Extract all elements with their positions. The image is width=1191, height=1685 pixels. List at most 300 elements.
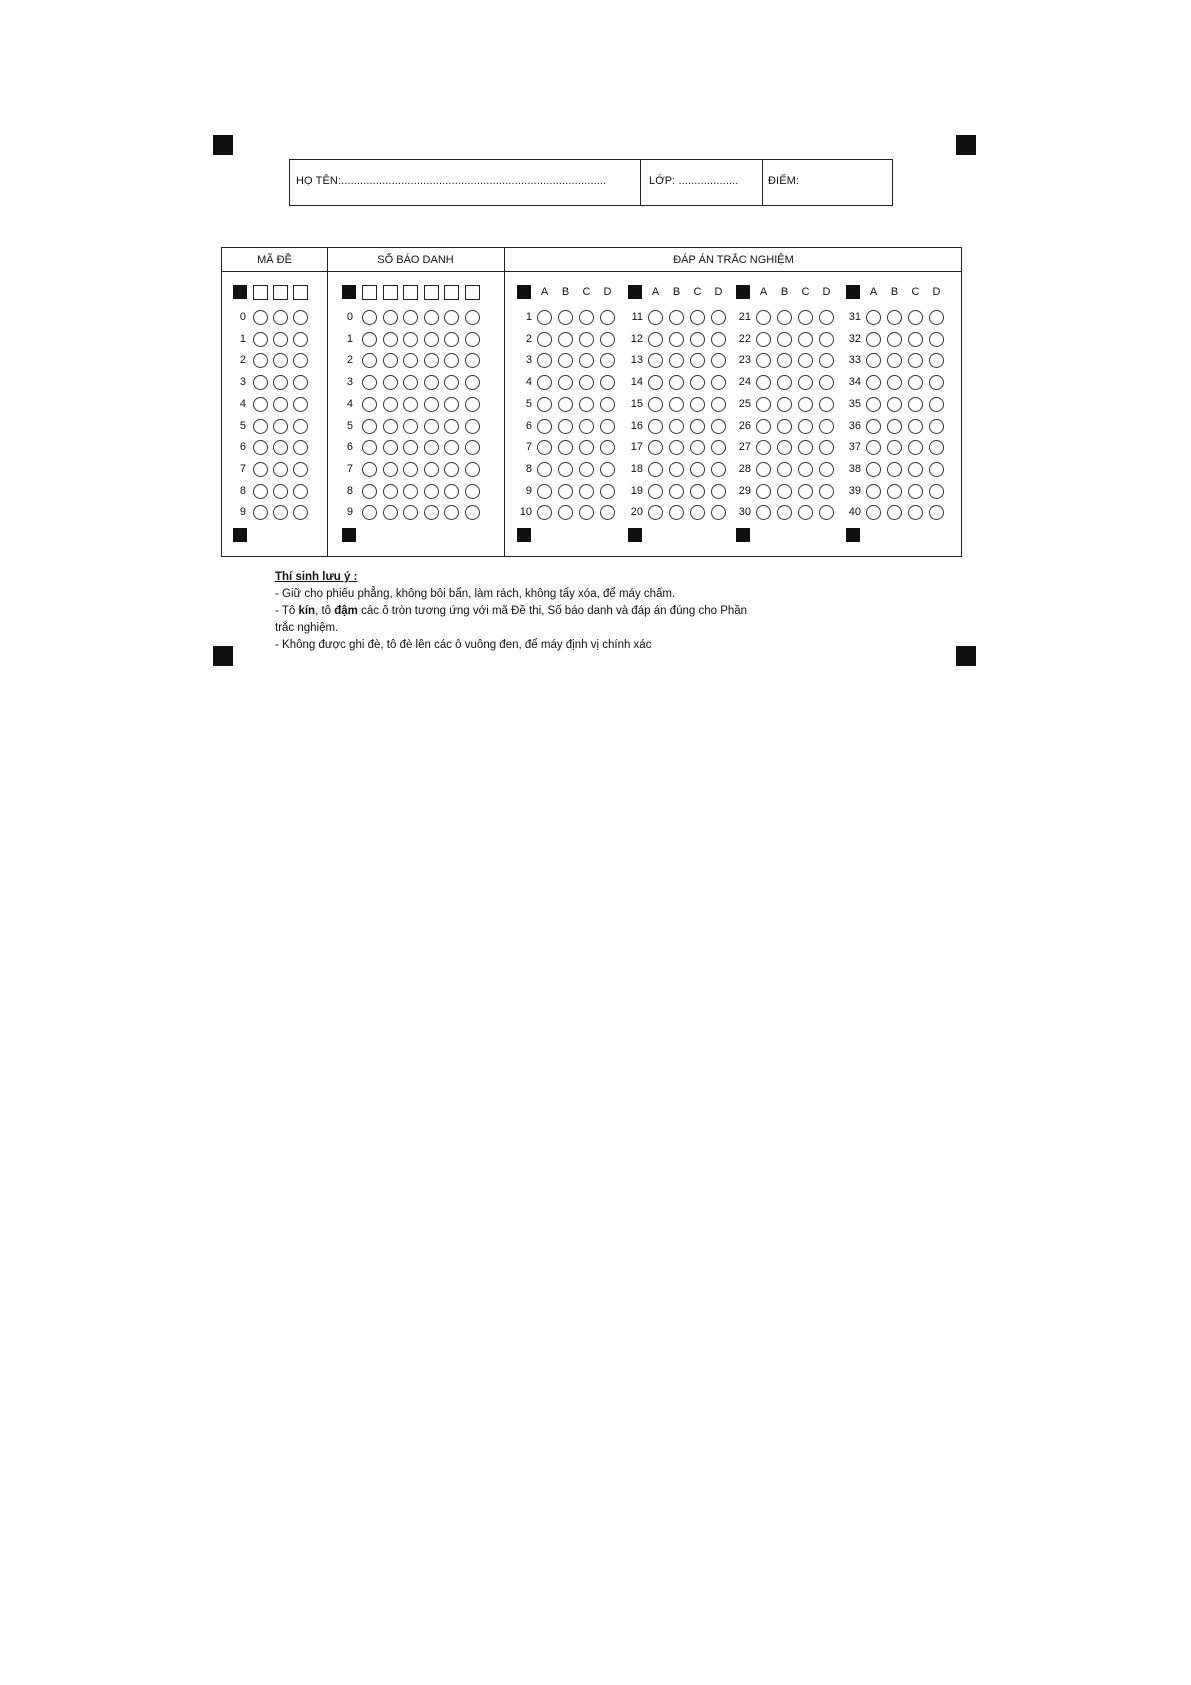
exam-code-bubble[interactable] — [253, 419, 268, 434]
answer-bubble[interactable] — [756, 375, 771, 390]
question-number: 33 — [848, 354, 861, 367]
answer-bubble[interactable] — [908, 397, 923, 412]
answer-bubble[interactable] — [887, 484, 902, 499]
answer-bubble[interactable] — [798, 332, 813, 347]
question-number: 12 — [630, 332, 643, 345]
answer-bubble[interactable] — [711, 484, 726, 499]
answer-block-bottom-mark — [846, 528, 860, 542]
student-id-title: SỐ BÁO DANH — [377, 254, 454, 266]
exam-code-digit-label: 7 — [239, 462, 246, 475]
notes-title: Thí sinh lưu ý : — [275, 571, 358, 583]
answer-column-letter: A — [759, 286, 768, 298]
answer-bubble[interactable] — [756, 484, 771, 499]
student-id-bubble[interactable] — [383, 375, 398, 390]
question-number: 35 — [848, 397, 861, 410]
exam-code-digit-label: 3 — [239, 376, 246, 389]
student-id-bubble[interactable] — [465, 310, 480, 325]
answer-bubble[interactable] — [908, 462, 923, 477]
answer-bubble[interactable] — [648, 462, 663, 477]
student-id-bubble[interactable] — [362, 332, 377, 347]
answer-bubble[interactable] — [690, 375, 705, 390]
answer-bubble[interactable] — [756, 397, 771, 412]
exam-code-bubble[interactable] — [253, 462, 268, 477]
student-id-digit-label: 1 — [346, 332, 353, 345]
student-id-bubble[interactable] — [383, 310, 398, 325]
exam-code-bottom-mark — [233, 528, 247, 542]
answer-block-bottom-mark — [736, 528, 750, 542]
student-id-bubble[interactable] — [383, 397, 398, 412]
student-id-bubble[interactable] — [383, 353, 398, 368]
question-number: 4 — [525, 376, 532, 389]
student-id-digit-label: 5 — [346, 419, 353, 432]
question-number: 40 — [848, 506, 861, 519]
answer-bubble[interactable] — [600, 462, 615, 477]
answer-bubble[interactable] — [756, 332, 771, 347]
student-id-entry-box[interactable] — [424, 285, 439, 300]
question-number: 24 — [738, 376, 751, 389]
exam-code-entry-box[interactable] — [293, 285, 308, 300]
student-id-bubble[interactable] — [465, 484, 480, 499]
answer-bubble[interactable] — [711, 419, 726, 434]
answer-bubble[interactable] — [669, 419, 684, 434]
student-id-bubble[interactable] — [424, 505, 439, 520]
exam-code-entry-box[interactable] — [253, 285, 268, 300]
answer-bubble[interactable] — [537, 484, 552, 499]
student-id-bubble[interactable] — [383, 484, 398, 499]
answer-bubble[interactable] — [690, 462, 705, 477]
answer-bubble[interactable] — [669, 375, 684, 390]
question-number: 39 — [848, 484, 861, 497]
question-number: 13 — [630, 354, 643, 367]
exam-code-top-mark — [233, 285, 247, 299]
answer-bubble[interactable] — [866, 484, 881, 499]
answer-bubble[interactable] — [579, 375, 594, 390]
exam-code-digit-label: 0 — [239, 311, 246, 323]
exam-code-bubble[interactable] — [293, 397, 308, 412]
answer-bubble[interactable] — [600, 332, 615, 347]
answer-bubble[interactable] — [579, 310, 594, 325]
note-line-1: - Giữ cho phiếu phẳng, không bôi bẩn, làm rách, không tẩy xóa, để máy chấm. — [275, 588, 676, 600]
answer-bubble[interactable] — [887, 332, 902, 347]
answer-bubble[interactable] — [819, 375, 834, 390]
question-number: 38 — [848, 462, 861, 475]
class-dots: ................... — [678, 175, 739, 187]
student-id-bubble[interactable] — [383, 505, 398, 520]
answer-bubble[interactable] — [648, 419, 663, 434]
answer-bubble[interactable] — [866, 462, 881, 477]
answer-bubble[interactable] — [777, 332, 792, 347]
answer-bubble[interactable] — [648, 484, 663, 499]
question-number: 29 — [738, 484, 751, 497]
student-id-bubble[interactable] — [424, 419, 439, 434]
exam-code-title: MÃ ĐỀ — [257, 254, 292, 266]
student-id-bubble[interactable] — [444, 332, 459, 347]
student-id-bubble[interactable] — [424, 353, 439, 368]
exam-code-bubble[interactable] — [253, 310, 268, 325]
exam-code-bubble[interactable] — [273, 419, 288, 434]
exam-code-bubble[interactable] — [253, 397, 268, 412]
student-id-bubble[interactable] — [444, 462, 459, 477]
exam-code-bubble[interactable] — [273, 397, 288, 412]
question-number: 5 — [525, 397, 532, 410]
student-id-entry-box[interactable] — [444, 285, 459, 300]
answer-bubble[interactable] — [756, 419, 771, 434]
answer-bubble[interactable] — [908, 484, 923, 499]
student-id-bubble[interactable] — [465, 375, 480, 390]
answer-bubble[interactable] — [887, 397, 902, 412]
answer-column-letter: C — [911, 286, 920, 298]
answer-bubble[interactable] — [558, 484, 573, 499]
question-number: 10 — [519, 506, 532, 519]
answer-bubble[interactable] — [798, 375, 813, 390]
answer-bubble[interactable] — [690, 484, 705, 499]
answer-column-letter: A — [540, 286, 549, 298]
answer-block-top-mark — [628, 285, 642, 299]
score-label: ĐIỂM: — [768, 175, 800, 187]
answer-bubble[interactable] — [887, 375, 902, 390]
answer-bubble[interactable] — [866, 419, 881, 434]
answer-bubble[interactable] — [579, 332, 594, 347]
question-number: 21 — [738, 311, 751, 323]
question-number: 7 — [525, 441, 532, 454]
class-field[interactable] — [649, 175, 738, 187]
exam-code-bubble[interactable] — [253, 332, 268, 347]
student-id-bubble[interactable] — [424, 462, 439, 477]
answer-bubble[interactable] — [711, 310, 726, 325]
answer-column-letter: D — [932, 286, 941, 298]
answer-bubble[interactable] — [929, 375, 944, 390]
student-id-bubble[interactable] — [362, 397, 377, 412]
question-number: 30 — [738, 506, 751, 519]
answer-bubble[interactable] — [690, 419, 705, 434]
note-line-3: trắc nghiệm. — [275, 622, 339, 634]
exam-code-bubble[interactable] — [293, 419, 308, 434]
answer-bubble[interactable] — [558, 332, 573, 347]
student-id-bubble[interactable] — [383, 419, 398, 434]
exam-code-bubble[interactable] — [253, 375, 268, 390]
answer-bubble[interactable] — [648, 310, 663, 325]
answer-bubble[interactable] — [600, 484, 615, 499]
answer-bubble[interactable] — [887, 419, 902, 434]
exam-code-digit-label: 9 — [239, 506, 246, 519]
exam-code-digit-label: 5 — [239, 419, 246, 432]
name-label: HỌ TÊN: — [296, 175, 342, 187]
answer-bubble[interactable] — [798, 397, 813, 412]
answer-bubble[interactable] — [798, 310, 813, 325]
answer-bubble[interactable] — [929, 462, 944, 477]
answer-bubble[interactable] — [929, 419, 944, 434]
answer-bubble[interactable] — [798, 462, 813, 477]
answer-column-letter: C — [582, 286, 591, 298]
student-id-bubble[interactable] — [444, 484, 459, 499]
student-id-digit-label: 8 — [346, 484, 353, 497]
student-id-bubble[interactable] — [444, 375, 459, 390]
answer-bubble[interactable] — [777, 397, 792, 412]
student-id-bubble[interactable] — [444, 397, 459, 412]
answer-bubble[interactable] — [600, 397, 615, 412]
exam-code-bubble[interactable] — [273, 375, 288, 390]
student-id-bubble[interactable] — [424, 310, 439, 325]
question-number: 6 — [525, 419, 532, 432]
exam-code-bubble[interactable] — [293, 310, 308, 325]
exam-code-bubble[interactable] — [293, 484, 308, 499]
question-number: 18 — [630, 462, 643, 475]
answers-title: ĐÁP ÁN TRẮC NGHIỆM — [673, 254, 794, 266]
student-id-bubble[interactable] — [403, 462, 418, 477]
student-id-bubble[interactable] — [424, 332, 439, 347]
student-id-bubble[interactable] — [403, 419, 418, 434]
answer-bubble[interactable] — [908, 419, 923, 434]
student-id-bubble[interactable] — [465, 505, 480, 520]
answer-bubble[interactable] — [798, 484, 813, 499]
answer-column-letter: C — [801, 286, 810, 298]
student-id-top-mark — [342, 285, 356, 299]
answer-bubble[interactable] — [690, 397, 705, 412]
answer-column-letter: B — [890, 286, 899, 298]
answer-bubble[interactable] — [537, 332, 552, 347]
answer-bubble[interactable] — [648, 375, 663, 390]
question-number: 3 — [525, 354, 532, 367]
answer-block-bottom-mark — [517, 528, 531, 542]
exam-code-digit-label: 4 — [239, 397, 246, 410]
student-id-bottom-mark — [342, 528, 356, 542]
answer-bubble[interactable] — [819, 310, 834, 325]
student-id-bubble[interactable] — [383, 440, 398, 455]
answer-bubble[interactable] — [887, 462, 902, 477]
corner-mark-top-left — [213, 135, 233, 155]
answer-bubble[interactable] — [777, 419, 792, 434]
answer-bubble[interactable] — [558, 397, 573, 412]
answer-bubble[interactable] — [648, 332, 663, 347]
answer-block-top-mark — [846, 285, 860, 299]
answer-bubble[interactable] — [819, 419, 834, 434]
section-divider-1 — [327, 248, 328, 556]
answer-bubble[interactable] — [537, 419, 552, 434]
question-number: 20 — [630, 506, 643, 519]
exam-code-bubble[interactable] — [273, 332, 288, 347]
answer-bubble[interactable] — [579, 484, 594, 499]
answer-bubble[interactable] — [537, 375, 552, 390]
question-number: 11 — [631, 311, 643, 323]
candidate-notes — [275, 569, 747, 654]
answer-bubble[interactable] — [600, 310, 615, 325]
answer-block-bottom-mark — [628, 528, 642, 542]
student-id-bubble[interactable] — [403, 397, 418, 412]
student-id-bubble[interactable] — [465, 440, 480, 455]
student-id-bubble[interactable] — [403, 375, 418, 390]
class-label: LỚP: — [649, 175, 676, 187]
exam-code-digit-label: 1 — [239, 332, 246, 345]
answer-bubble[interactable] — [908, 375, 923, 390]
answer-bubble[interactable] — [777, 375, 792, 390]
answer-bubble[interactable] — [711, 397, 726, 412]
answer-bubble[interactable] — [908, 310, 923, 325]
student-id-bubble[interactable] — [465, 332, 480, 347]
question-number: 23 — [738, 354, 751, 367]
answer-bubble[interactable] — [711, 332, 726, 347]
student-id-bubble[interactable] — [424, 484, 439, 499]
answer-bubble[interactable] — [866, 397, 881, 412]
question-number: 19 — [630, 484, 643, 497]
exam-code-bubble[interactable] — [273, 462, 288, 477]
answer-column-letter: D — [822, 286, 831, 298]
question-number: 22 — [738, 332, 751, 345]
question-number: 27 — [738, 441, 751, 454]
question-number: 15 — [630, 397, 643, 410]
answer-bubble[interactable] — [819, 484, 834, 499]
student-id-bubble[interactable] — [444, 310, 459, 325]
question-number: 17 — [630, 441, 643, 454]
answer-bubble[interactable] — [600, 375, 615, 390]
student-id-bubble[interactable] — [362, 484, 377, 499]
exam-code-entry-box[interactable] — [273, 285, 288, 300]
answer-column-letter: B — [780, 286, 789, 298]
score-field — [768, 175, 799, 187]
exam-code-digit-label: 8 — [239, 484, 246, 497]
student-id-digit-label: 7 — [346, 462, 353, 475]
answer-bubble[interactable] — [798, 419, 813, 434]
student-id-entry-box[interactable] — [383, 285, 398, 300]
answer-bubble[interactable] — [819, 397, 834, 412]
answer-block-top-mark — [736, 285, 750, 299]
question-number: 31 — [848, 311, 861, 323]
answer-bubble[interactable] — [866, 375, 881, 390]
student-id-digit-label: 6 — [346, 441, 353, 454]
answer-bubble[interactable] — [579, 462, 594, 477]
answer-bubble[interactable] — [819, 462, 834, 477]
student-id-entry-box[interactable] — [403, 285, 418, 300]
header-divider — [222, 271, 961, 272]
answer-column-letter: B — [561, 286, 570, 298]
student-id-bubble[interactable] — [362, 462, 377, 477]
answer-bubble[interactable] — [690, 332, 705, 347]
student-id-bubble[interactable] — [362, 375, 377, 390]
student-id-digit-label: 0 — [346, 311, 353, 323]
answer-bubble[interactable] — [669, 397, 684, 412]
answer-bubble[interactable] — [669, 310, 684, 325]
answer-bubble[interactable] — [669, 332, 684, 347]
exam-code-digit-label: 2 — [239, 354, 246, 367]
answer-bubble[interactable] — [756, 310, 771, 325]
answer-bubble[interactable] — [819, 332, 834, 347]
answer-bubble[interactable] — [711, 462, 726, 477]
question-number: 28 — [738, 462, 751, 475]
answer-column-letter: D — [714, 286, 723, 298]
answer-bubble[interactable] — [929, 397, 944, 412]
answer-bubble[interactable] — [929, 310, 944, 325]
answer-bubble[interactable] — [777, 484, 792, 499]
exam-code-bubble[interactable] — [293, 375, 308, 390]
student-id-bubble[interactable] — [383, 462, 398, 477]
corner-mark-bottom-left — [213, 646, 233, 666]
answer-bubble[interactable] — [929, 484, 944, 499]
student-id-digit-label: 3 — [346, 376, 353, 389]
answer-bubble[interactable] — [777, 310, 792, 325]
student-id-bubble[interactable] — [424, 440, 439, 455]
question-number: 25 — [738, 397, 751, 410]
corner-mark-top-right — [956, 135, 976, 155]
answer-bubble[interactable] — [777, 462, 792, 477]
student-id-bubble[interactable] — [403, 332, 418, 347]
answer-bubble[interactable] — [887, 310, 902, 325]
answer-bubble[interactable] — [648, 397, 663, 412]
answer-bubble[interactable] — [866, 332, 881, 347]
answer-bubble[interactable] — [558, 462, 573, 477]
answer-bubble[interactable] — [866, 310, 881, 325]
student-id-bubble[interactable] — [362, 310, 377, 325]
student-info-box — [289, 159, 893, 206]
exam-code-bubble[interactable] — [273, 484, 288, 499]
answer-bubble[interactable] — [537, 462, 552, 477]
student-id-bubble[interactable] — [465, 397, 480, 412]
answer-bubble[interactable] — [669, 462, 684, 477]
answer-bubble[interactable] — [929, 332, 944, 347]
student-id-bubble[interactable] — [383, 332, 398, 347]
student-id-bubble[interactable] — [424, 397, 439, 412]
student-id-entry-box[interactable] — [465, 285, 480, 300]
question-number: 34 — [848, 376, 861, 389]
answer-bubble[interactable] — [756, 462, 771, 477]
info-divider-1 — [640, 160, 641, 205]
answer-column-letter: D — [603, 286, 612, 298]
exam-code-bubble[interactable] — [253, 484, 268, 499]
question-number: 9 — [525, 484, 532, 497]
section-divider-2 — [504, 248, 505, 556]
answer-bubble[interactable] — [579, 419, 594, 434]
answer-bubble[interactable] — [558, 419, 573, 434]
exam-code-bubble[interactable] — [293, 332, 308, 347]
student-id-bubble[interactable] — [403, 310, 418, 325]
student-id-entry-box[interactable] — [362, 285, 377, 300]
student-id-digit-label: 9 — [346, 506, 353, 519]
question-number: 2 — [525, 332, 532, 345]
answer-bubble[interactable] — [558, 310, 573, 325]
answer-bubble[interactable] — [908, 332, 923, 347]
answer-bubble[interactable] — [537, 397, 552, 412]
question-number: 16 — [630, 419, 643, 432]
question-number: 36 — [848, 419, 861, 432]
answer-bubble[interactable] — [669, 484, 684, 499]
answer-bubble[interactable] — [690, 310, 705, 325]
answer-bubble[interactable] — [600, 419, 615, 434]
name-field[interactable] — [296, 175, 606, 187]
student-id-bubble[interactable] — [362, 419, 377, 434]
answer-column-letter: C — [693, 286, 702, 298]
student-id-bubble[interactable] — [465, 353, 480, 368]
student-id-bubble[interactable] — [424, 375, 439, 390]
student-id-bubble[interactable] — [444, 419, 459, 434]
student-id-bubble[interactable] — [403, 484, 418, 499]
answer-column-letter: A — [869, 286, 878, 298]
exam-code-bubble[interactable] — [273, 310, 288, 325]
answer-bubble[interactable] — [537, 310, 552, 325]
answer-bubble[interactable] — [711, 375, 726, 390]
question-number: 14 — [630, 376, 643, 389]
info-divider-2 — [762, 160, 763, 205]
answer-bubble[interactable] — [558, 375, 573, 390]
exam-code-bubble[interactable] — [293, 462, 308, 477]
answer-column-letter: A — [651, 286, 660, 298]
question-number: 32 — [848, 332, 861, 345]
student-id-digit-label: 4 — [346, 397, 353, 410]
answer-bubble[interactable] — [579, 397, 594, 412]
corner-mark-bottom-right — [956, 646, 976, 666]
answer-column-letter: B — [672, 286, 681, 298]
student-id-digit-label: 2 — [346, 354, 353, 367]
student-id-bubble[interactable] — [465, 462, 480, 477]
question-number: 37 — [848, 441, 861, 454]
student-id-bubble[interactable] — [465, 419, 480, 434]
